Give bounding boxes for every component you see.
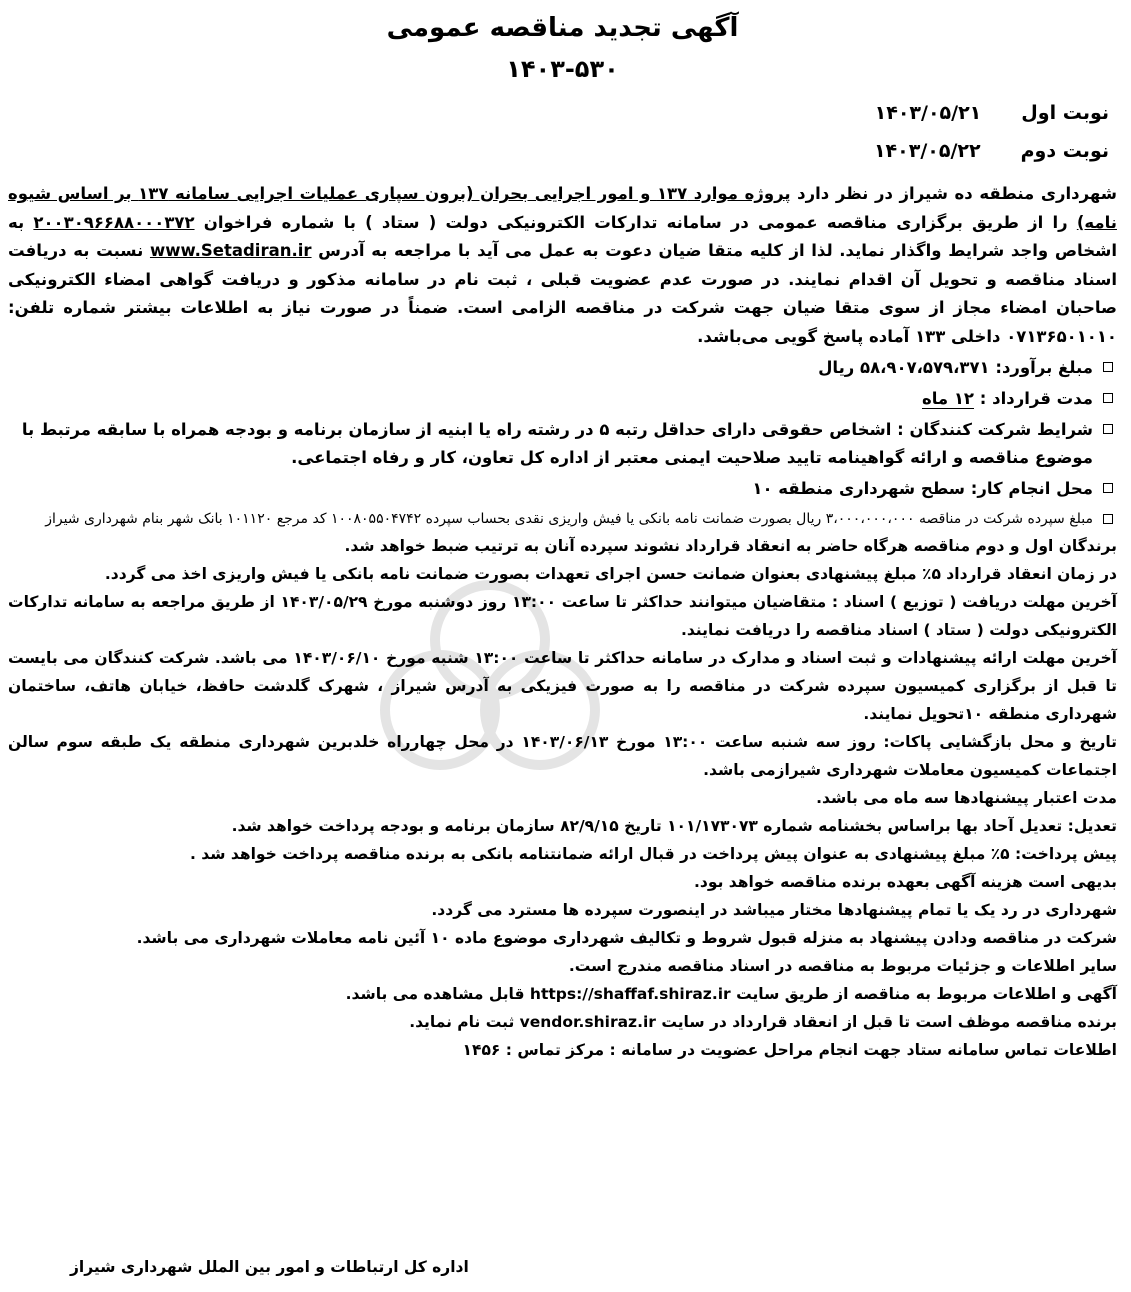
deposit-text: مبلغ سپرده شرکت در مناقصه ۳،۰۰۰،۰۰۰،۰۰۰ ریال بصورت ضمانت نامه بانکی یا فیش واریزی نقدی بحساب سپرده ۱۰۰۸۰۵۵۰۴۷۴۲ کد مرجع ۱۰۱۱۲۰ بانک شهر بنام شهرداری شیراز [45, 511, 1093, 527]
intro-part-5: از سوی متقا ضیان جهت شرکت در مناقصه الزامی است. ضمناً در صورت نیاز به اطلاعات بیشتر شماره تلفن: ۰۷۱۳۶۵۰۱۰۱۰ داخلی ۱۳۳ آماده پاسخ گویی می‌باشد. [8, 298, 1117, 346]
notice-number: ۱۴۰۳-۵۳۰ [506, 55, 619, 83]
term-paragraph: اطلاعات تماس سامانه ستاد جهت انجام مراحل عضویت در سامانه : مرکز تماس : ۱۴۵۶ [462, 1041, 1117, 1059]
issuer-signature: اداره کل ارتباطات و امور بین الملل شهرداری شیراز [70, 1258, 469, 1276]
duration-label: مدت قرارداد : [974, 389, 1093, 408]
term-paragraph: مدت اعتبار پیشنهادها سه ماه می باشد. [816, 789, 1117, 807]
checkbox-square-icon [1103, 514, 1113, 524]
second-round [8, 132, 1117, 170]
checkbox-square-icon [1103, 483, 1113, 493]
deposit-item [8, 506, 1117, 532]
term-paragraph: شرکت در مناقصه ودادن پیشنهاد به منزله قبول شروط و تکالیف شهرداری موضوع ماده ۱۰ آئین نامه معاملات شهرداری می باشد. [136, 929, 1117, 947]
term-paragraph: آخرین مهلت دریافت ( توزیع ) اسناد : متقاضیان میتوانند حداکثر تا ساعت ۱۳:۰۰ روز دوشنبه مورخ ۱۴۰۳/۰۵/۲۹ از طریق مراجعه به سامانه تدارکات الکترونیکی دولت ( ستاد ) اسناد مناقصه را دریافت نمایند. [8, 593, 1117, 639]
duration-value: ۱۲ ماه [921, 389, 975, 408]
estimate-item [8, 354, 1117, 382]
notice-title: آگهی تجدید مناقصه عمومی [386, 13, 739, 43]
term-paragraph: برندگان اول و دوم مناقصه هرگاه حاضر به انعقاد قرارداد نشوند سپرده آنان به ترتیب ضبط خواهد شد. [344, 537, 1117, 555]
term-paragraph: تاریخ و محل بازگشایی پاکات: روز سه شنبه ساعت ۱۳:۰۰ مورخ ۱۴۰۳/۰۶/۱۳ در محل چهارراه خلدبرین شهرداری منطقه یک طبقه سوم سالن اجتماعات کمیسیون معاملات شهرداری شیرازمی باشد. [8, 733, 1117, 779]
intro-part-2: را از طریق برگزاری مناقصه عمومی در سامانه تدارکات الکترونیکی دولت ( ستاد ) با شماره فراخوان [194, 212, 1077, 232]
conditions-item [8, 416, 1117, 472]
term-paragraph: بدیهی است هزینه آگهی بعهده برنده مناقصه خواهد بود. [694, 873, 1117, 891]
conditions-text: شرایط شرکت کنندگان : اشخاص حقوقی دارای حداقل رتبه ۵ در رشته راه یا ابنیه از سازمان برنامه و بودجه همراه با سابقه مرتبط با موضوع مناقصه و ارائه گواهینامه تایید صلاحیت ایمنی معتبر از اداره کل تعاون، کار و رفاه اجتماعی. [21, 420, 1093, 467]
term-paragraph: در زمان انعقاد قرارداد ۵٪ مبلغ پیشنهادی بعنوان ضمانت حسن اجرای تعهدات بصورت ضمانت نامه بانکی یا فیش واریزی اخذ می گردد. [104, 565, 1117, 583]
terms-list [8, 532, 1117, 1064]
intro-part-4: نسبت به دریافت اسناد مناقصه و تحویل آن اقدام نمایند. در صورت عدم عضویت قبلی ، ثبت نام در سامانه مذکور و دریافت گواهی امضاء الکترونیکی صاحبان امضاء مجاز [8, 241, 1117, 317]
term-paragraph: برنده مناقصه موظف است تا قبل از انعقاد قرارداد در سایت vendor.shiraz.ir ثبت نام نماید. [409, 1013, 1117, 1031]
location-item [8, 475, 1117, 503]
term-paragraph: تعدیل: تعدیل آحاد بها براساس بخشنامه شماره ۱۰۱/۱۷۳۰۷۳ تاریخ ۸۲/۹/۱۵ سازمان برنامه و بودجه پرداخت خواهد شد. [231, 817, 1117, 835]
checkbox-square-icon [1103, 393, 1113, 403]
first-round-label: نوبت اول [1021, 102, 1109, 124]
intro-part-3: به اشخاص واجد شرایط واگذار نماید. لذا از کلیه متقا ضیان دعوت به عمل می آید با مراجعه به آدرس [8, 212, 1117, 260]
second-round-date: ۱۴۰۳/۰۵/۲۲ [873, 140, 981, 162]
first-round [8, 94, 1117, 132]
estimate-text: مبلغ برآورد: ۵۸،۹۰۷،۵۷۹،۳۷۱ ریال [818, 358, 1093, 377]
second-round-label: نوبت دوم [1020, 140, 1109, 162]
term-paragraph: پیش پرداخت: ۵٪ مبلغ پیشنهادی به عنوان پیش پرداخت در قبال ارائه ضمانتنامه بانکی به برنده مناقصه پرداخت خواهد شد . [190, 845, 1117, 863]
call-number: ۲۰۰۳۰۹۶۶۸۸۰۰۰۳۷۲ [33, 212, 195, 232]
term-paragraph: آگهی و اطلاعات مربوط به مناقصه از طریق سایت https://shaffaf.shiraz.ir قابل مشاهده می باشد. [345, 985, 1117, 1003]
term-paragraph: شهرداری در رد یک یا تمام پیشنهادها مختار میباشد در اینصورت سپرده ها مسترد می گردد. [431, 901, 1117, 919]
project-title: پروژه موارد ۱۳۷ و امور اجرایی بحران (برون سپاری عملیات اجرایی سامانه ۱۳۷ بر اساس شیوه نامه) [8, 184, 1117, 232]
checkbox-square-icon [1103, 362, 1113, 372]
intro-part-1: شهرداری منطقه ده شیراز در نظر دارد [790, 184, 1117, 203]
setadiran-link[interactable]: www.Setadiran.ir [149, 241, 312, 260]
term-paragraph: آخرین مهلت ارائه پیشنهادات و ثبت اسناد و مدارک در سامانه حداکثر تا ساعت ۱۳:۰۰ شنبه مورخ ۱۴۰۳/۰۶/۱۰ می باشد. شرکت کنندگان می بایست تا قبل از برگزاری کمیسیون سپرده شرکت در مناقصه را به صورت فیزیکی به آدرس شیراز ، شهرک گلدشت حافظ، خیابان هاتف، ساختمان شهرداری منطقه ۱۰تحویل نمایند. [8, 649, 1117, 723]
duration-item [8, 385, 1117, 413]
term-paragraph: سایر اطلاعات و جزئیات مربوط به مناقصه در اسناد مناقصه مندرج است. [568, 957, 1117, 975]
first-round-date: ۱۴۰۳/۰۵/۲۱ [874, 102, 982, 124]
intro-paragraph [8, 180, 1117, 351]
checkbox-square-icon [1103, 424, 1113, 434]
document-body [8, 0, 1117, 1064]
location-text: محل انجام کار: سطح شهرداری منطقه ۱۰ [752, 479, 1093, 498]
